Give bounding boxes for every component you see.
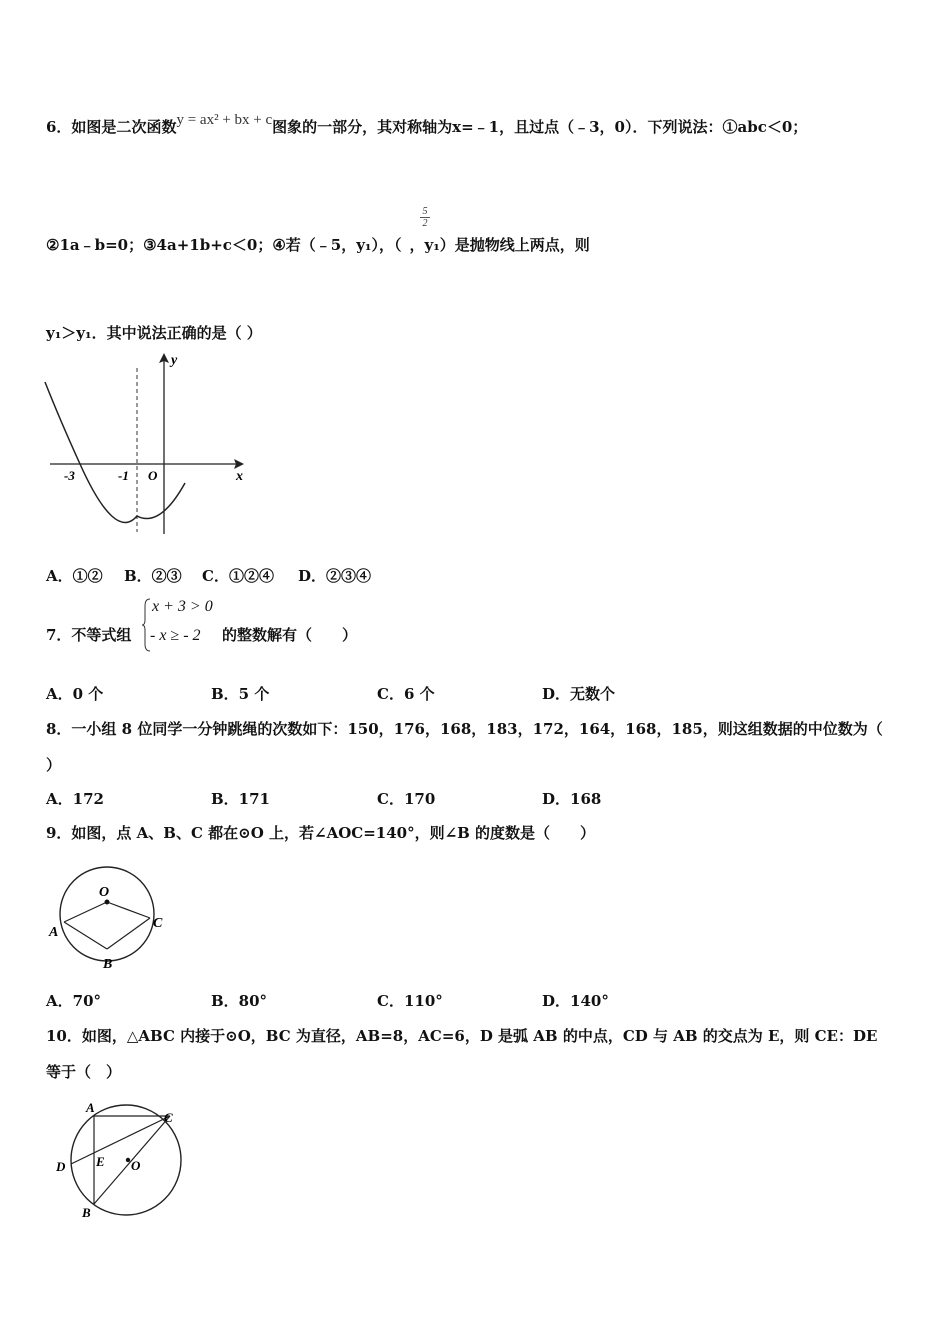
q10-label-a: A xyxy=(86,1100,95,1115)
q8-option-c[interactable]: C．170 xyxy=(377,790,436,808)
q7-suffix: 的整数解有（ ） xyxy=(222,626,358,644)
q8-line2: ） xyxy=(46,756,62,774)
q6-line1-prefix: 6．如图是二次函数 xyxy=(46,118,177,136)
q7-option-b[interactable]: B．5 个 xyxy=(211,685,270,703)
q9-center-dot xyxy=(105,900,110,905)
q6-frac-num: 5 xyxy=(422,206,428,217)
q6-y-label: y xyxy=(171,353,178,368)
q9-label-o: O xyxy=(99,885,110,900)
q9-option-b[interactable]: B．80° xyxy=(211,992,268,1010)
q8-option-d[interactable]: D．168 xyxy=(542,790,602,808)
q8-option-a[interactable]: A．172 xyxy=(46,790,104,808)
q6-line1-suffix: 图象的一部分，其对称轴为x=﹣1，且过点（﹣3，0）．下列说法：①abc＜0； xyxy=(272,118,808,136)
q6-line3: y₁＞y₁．其中说法正确的是（ ） xyxy=(46,324,262,342)
q10-center-dot xyxy=(126,1158,130,1162)
q6-parabola-graph xyxy=(40,350,255,540)
q9-circle-figure xyxy=(44,852,174,977)
q10-label-e: E xyxy=(96,1154,105,1169)
q9-segment-oa xyxy=(64,902,107,922)
q9-text: 9．如图，点 A、B、C 都在⊙O 上，若∠AOC=140°，则∠B 的度数是（ ） xyxy=(46,824,596,842)
q6-option-c[interactable]: C．①②④ xyxy=(202,567,274,585)
q9-option-a[interactable]: A．70° xyxy=(46,992,102,1010)
q9-label-c: C xyxy=(153,916,163,931)
q9-segment-ab xyxy=(64,922,107,949)
q6-x-label: x xyxy=(236,469,243,484)
q6-formula: y = ax² + bx + c xyxy=(176,112,273,128)
q6-line2 xyxy=(46,234,590,255)
q9-segment-oc xyxy=(107,902,150,918)
q10-line1: 10．如图，△ABC 内接于⊙O，BC 为直径，AB=8，AC=6，D 是弧 AB 的中点，CD 与 AB 的交点为 E，则 CE：DE xyxy=(46,1027,878,1045)
q6-origin: O xyxy=(148,468,158,483)
q6-line1 xyxy=(46,112,808,137)
q7-option-d[interactable]: D．无数个 xyxy=(542,685,616,703)
q6-tick-neg1: -1 xyxy=(118,468,129,483)
q7-inequality-1: x + 3 > 0 xyxy=(152,598,213,615)
q8-line1: 8．一小组 8 位同学一分钟跳绳的次数如下：150，176，168，183，172，164，168，185，则这组数据的中位数为（ xyxy=(46,720,883,738)
q10-label-d: D xyxy=(56,1159,66,1174)
q6-option-b[interactable]: B．②③ xyxy=(124,567,182,585)
q10-circle-figure xyxy=(50,1098,195,1223)
q9-option-c[interactable]: C．110° xyxy=(377,992,443,1010)
q10-label-c: C xyxy=(164,1110,173,1125)
q6-tick-neg3: -3 xyxy=(64,468,75,483)
q7-option-a[interactable]: A．0 个 xyxy=(46,685,104,703)
q10-label-o: O xyxy=(131,1158,141,1173)
q6-line2-a: ②1a﹣b=0；③4a+1b+c＜0；④若（﹣5，y₁），（ xyxy=(46,236,402,254)
q7-inequality-2: - x ≥ - 2 xyxy=(150,627,201,644)
q6-line2-b: ，y₁）是抛物线上两点，则 xyxy=(409,236,590,254)
q6-option-a[interactable]: A．①② xyxy=(46,567,103,585)
q8-option-b[interactable]: B．171 xyxy=(211,790,270,808)
q9-label-a: A xyxy=(49,925,59,940)
q7-prefix: 7．不等式组 xyxy=(46,626,132,644)
q6-option-d[interactable]: D．②③④ xyxy=(298,567,372,585)
q7-option-c[interactable]: C．6 个 xyxy=(377,685,435,703)
q9-label-b: B xyxy=(103,957,113,972)
q6-frac-den: 2 xyxy=(422,218,428,229)
q10-label-b: B xyxy=(82,1205,91,1220)
q10-line2: 等于（ ） xyxy=(46,1063,122,1081)
q6-fraction xyxy=(418,206,432,229)
q9-option-d[interactable]: D．140° xyxy=(542,992,609,1010)
